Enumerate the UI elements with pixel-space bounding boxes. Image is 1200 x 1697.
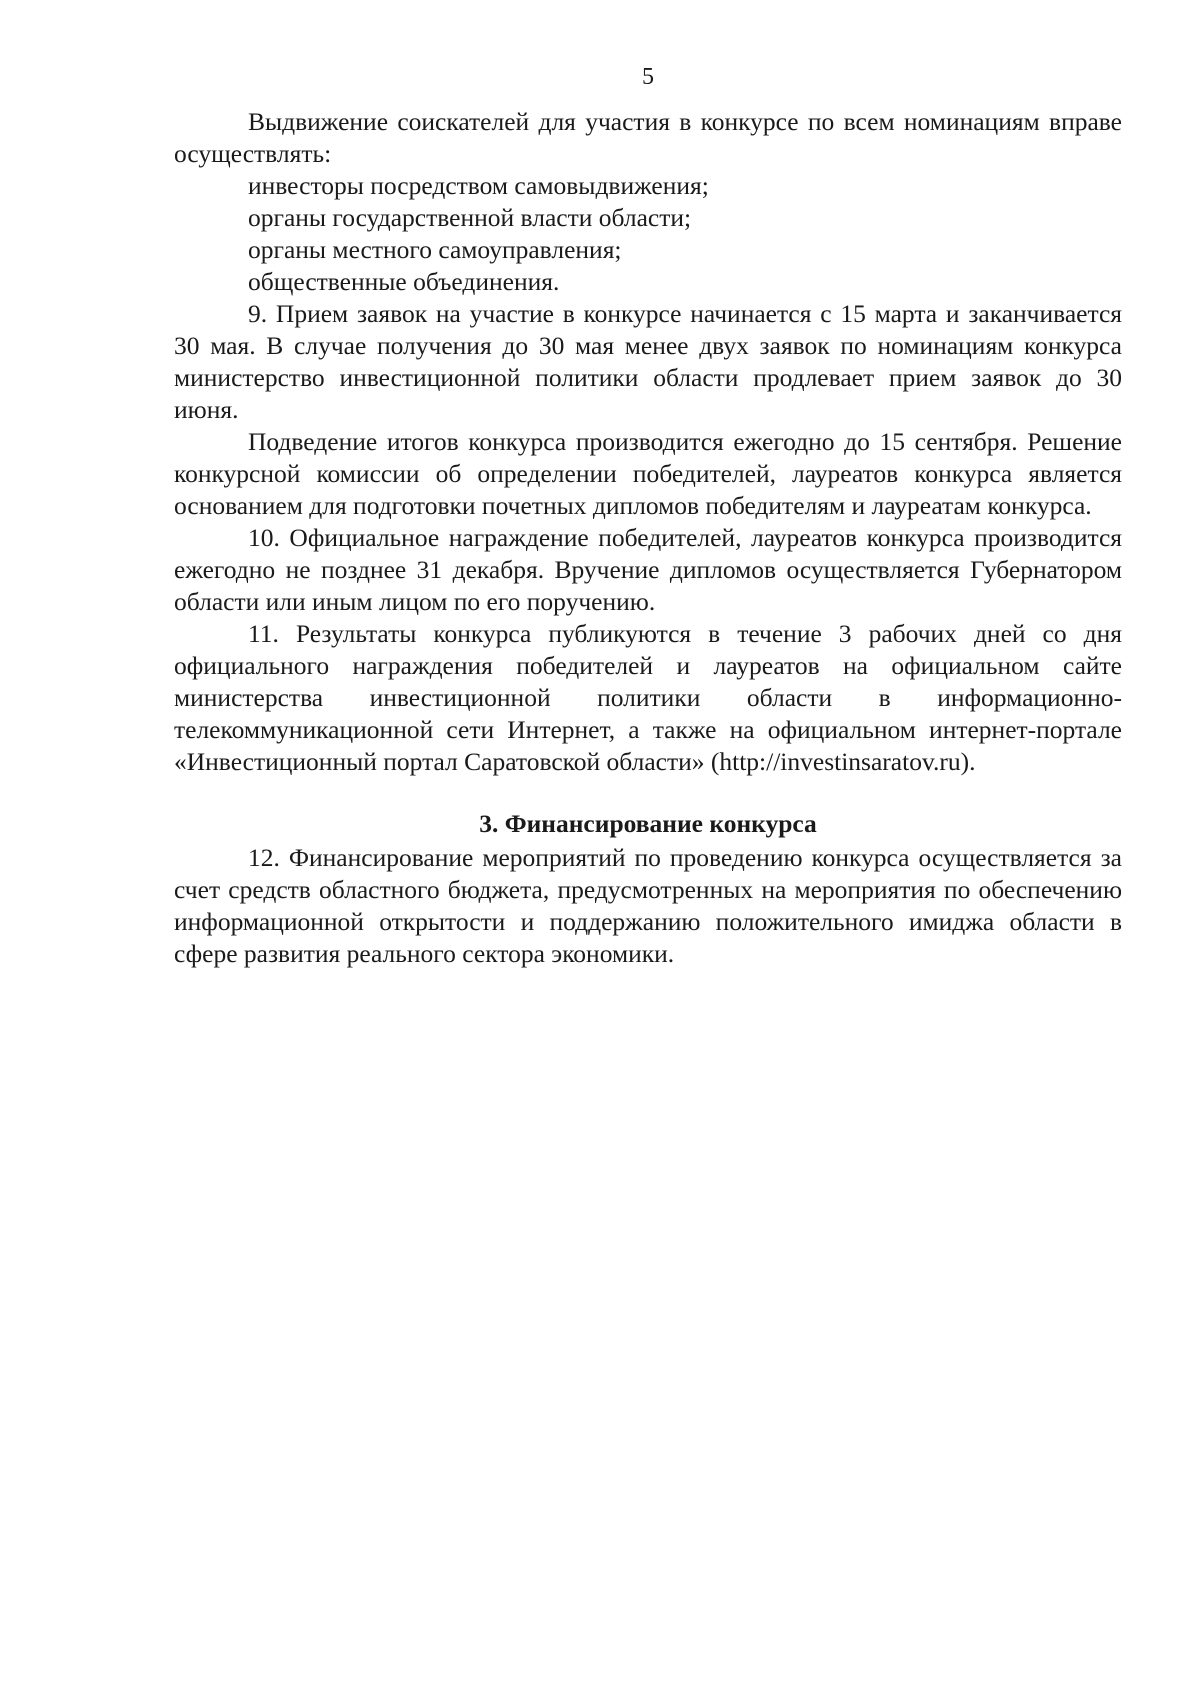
list-item-state-authorities: органы государственной власти области; — [248, 203, 692, 232]
list-item-investors: инвесторы посредством самовыдвижения; — [248, 171, 709, 200]
paragraph-9-applications: 9. Прием заявок на участие в конкурсе начинается с 15 марта и заканчивается 30 мая. В случае получения до 30 мая менее двух заявок по номинациям конкурса министерство инвестиционной политики области продлевает прием заявок до 30 июня. — [174, 299, 1122, 424]
paragraph-results-summary: Подведение итогов конкурса производится ежегодно до 15 сентября. Решение конкурсной комиссии об определении победителей, лауреатов конкурса является основанием для подготовки почетных дипломов победителям и лауреатам конкурса. — [174, 427, 1122, 520]
section-heading-financing: 3. Финансирование конкурса — [479, 809, 817, 838]
page-number: 5 — [642, 64, 654, 90]
paragraph-11-publication: 11. Результаты конкурса публикуются в течение 3 рабочих дней со дня официального награждения победителей и лауреатов на официальном сайте министерства инвестиционной политики области в информационно-телекоммуникационной сети Интернет, а также на официальном интернет-портале «Инвестиционный портал Саратовской области» (http://investinsaratov.ru). — [174, 619, 1122, 776]
list-item-public-associations: общественные объединения. — [248, 267, 560, 296]
paragraph-12-financing: 12. Финансирование мероприятий по проведению конкурса осуществляется за счет средств областного бюджета, предусмотренных на мероприятия по обеспечению информационной открытости и поддержанию положительного имиджа области в сфере развития реального сектора экономики. — [174, 843, 1122, 968]
paragraph-10-awarding: 10. Официальное награждение победителей, лауреатов конкурса производится ежегодно не позднее 31 декабря. Вручение дипломов осуществляется Губернатором области или иным лицом по его поручению. — [174, 523, 1122, 616]
list-item-local-government: органы местного самоуправления; — [248, 235, 622, 264]
document-body — [174, 106, 1122, 970]
paragraph-nomination-intro: Выдвижение соискателей для участия в конкурсе по всем номинациям вправе осуществлять: — [174, 107, 1122, 168]
